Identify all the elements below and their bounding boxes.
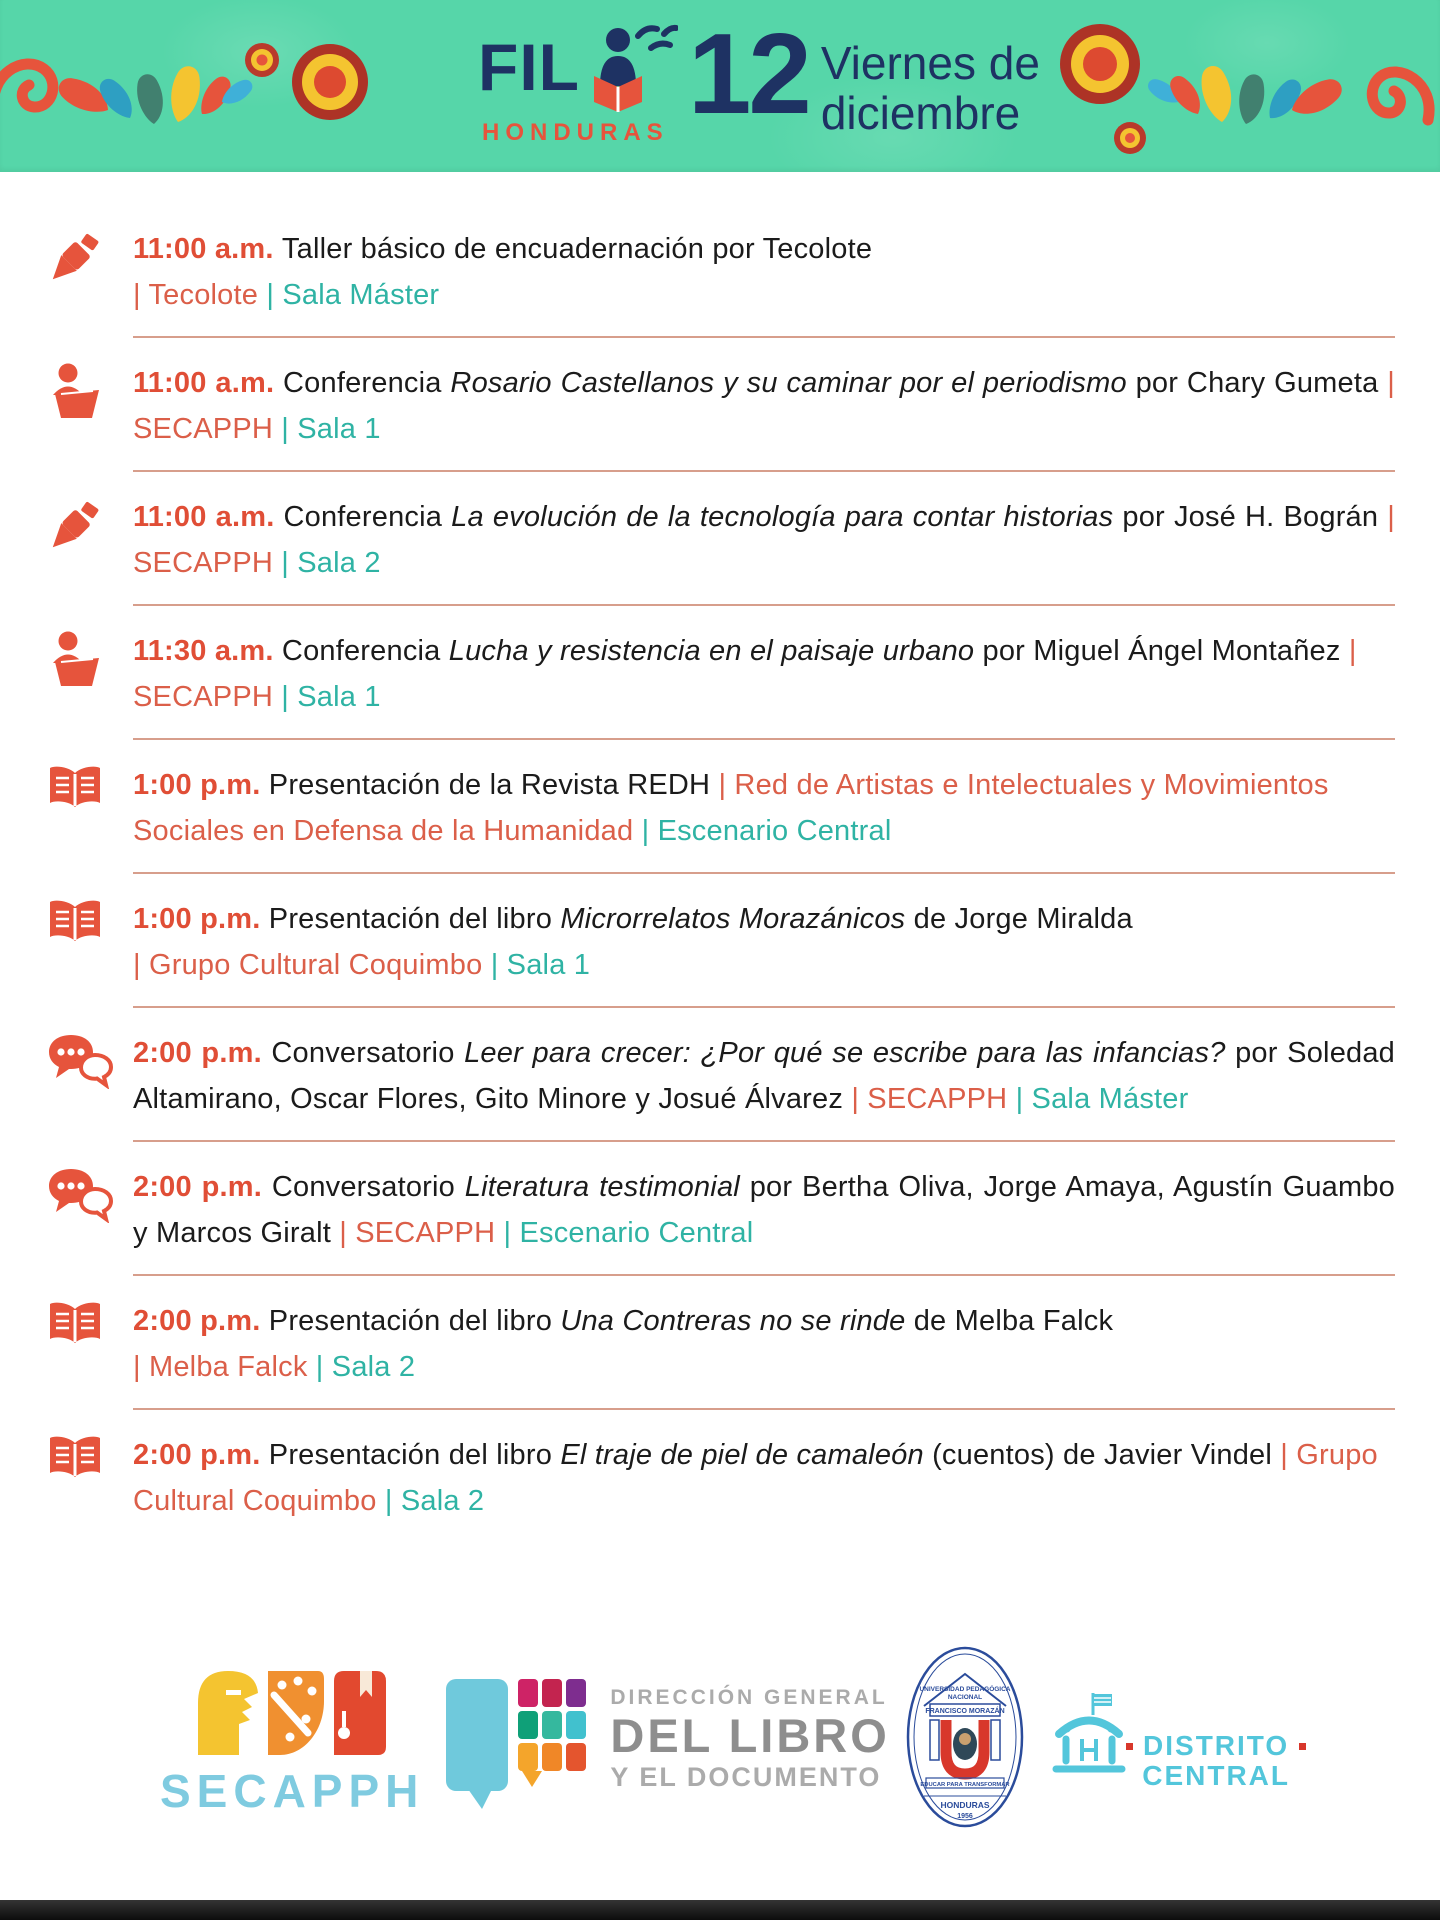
chat-icon — [45, 1030, 133, 1122]
event-description — [133, 1298, 1395, 1390]
event-description — [133, 628, 1395, 720]
event-segment-org: | Grupo Cultural Coquimbo — [133, 949, 491, 981]
divider — [133, 470, 1395, 472]
event-row — [45, 1432, 1395, 1524]
dgld-book-icon — [438, 1669, 590, 1811]
event-time: 11:00 a.m. — [133, 501, 284, 533]
event-row — [45, 762, 1395, 854]
secapph-logo-icon — [176, 1661, 408, 1757]
marker-icon — [45, 226, 133, 318]
divider — [133, 604, 1395, 606]
event-description — [133, 1164, 1395, 1256]
divider — [133, 1408, 1395, 1410]
secapph-label: SECAPPH — [160, 1765, 425, 1817]
svg-text:NACIONAL: NACIONAL — [947, 1694, 982, 1701]
event-segment-plain: por José H. Bográn — [1113, 501, 1388, 533]
events-list — [0, 172, 1440, 1524]
secapph-logo — [160, 1661, 424, 1818]
podium-icon — [45, 360, 133, 452]
date-block — [688, 11, 1040, 139]
dgld-line3: Y EL DOCUMENTO — [610, 1762, 882, 1792]
svg-text:HONDURAS: HONDURAS — [940, 1800, 990, 1810]
event-segment-plain: Taller básico de encuadernación por Tecolote — [281, 233, 873, 265]
ring-small-right-icon — [1114, 122, 1146, 154]
red-dot-icon — [1126, 1743, 1133, 1750]
event-segment-italic: La evolución de la tecnología para contar historias — [451, 501, 1114, 533]
event-segment-italic: Literatura testimonial — [464, 1171, 740, 1203]
event-segment-org: | Red de Artistas e Intelectuales y Movimientos Sociales en Defensa de la Humanidad — [133, 769, 1329, 847]
dgld-line2: DEL LIBRO — [610, 1709, 890, 1762]
fil-logo-icon — [478, 24, 678, 114]
swirl-right-icon — [1372, 72, 1429, 120]
date-line1: Viernes de — [820, 37, 1040, 89]
event-segment-plain: Presentación del libro — [268, 1439, 561, 1471]
event-segment-venue: | Sala 1 — [281, 413, 381, 445]
event-time: 1:00 p.m. — [133, 903, 269, 935]
event-segment-venue: | Sala 1 — [281, 681, 381, 713]
event-segment-venue: | Sala 2 — [384, 1485, 485, 1517]
event-segment-plain: por Soledad Altamirano, Oscar Flores, Gito Minore y Josué Álvarez — [133, 1037, 1396, 1115]
bottom-bar — [0, 1900, 1440, 1920]
upnfm-seal-icon — [904, 1644, 1026, 1830]
event-segment-plain: por Miguel Ángel Montañez — [974, 635, 1349, 667]
event-row — [45, 896, 1395, 988]
divider — [133, 336, 1395, 338]
event-row — [45, 628, 1395, 720]
event-segment-venue: | Sala 1 — [490, 949, 591, 981]
banner — [0, 0, 1440, 172]
event-time: 11:00 a.m. — [133, 367, 284, 399]
divider — [133, 1274, 1395, 1276]
event-row — [45, 360, 1395, 452]
podium-icon — [45, 628, 133, 720]
event-description — [133, 494, 1395, 586]
fil-logo-text: FIL — [478, 30, 580, 104]
event-segment-plain: (cuentos) de Javier Vindel — [923, 1439, 1281, 1471]
event-segment-plain: Conversatorio — [271, 1037, 465, 1069]
dgld-logo — [438, 1669, 889, 1811]
divider — [133, 1140, 1395, 1142]
event-segment-plain: Presentación del libro — [268, 903, 561, 935]
event-time: 11:30 a.m. — [133, 635, 282, 667]
event-description — [133, 226, 1395, 318]
fil-honduras-label: HONDURAS — [482, 119, 669, 146]
event-segment-plain: Conferencia — [283, 367, 451, 399]
ring-big-right-icon — [1060, 24, 1140, 104]
event-time: 2:00 p.m. — [133, 1171, 272, 1203]
drops-right-icon — [1145, 63, 1347, 126]
divider — [133, 738, 1395, 740]
event-segment-plain: Conversatorio — [271, 1171, 465, 1203]
event-segment-venue: | Sala 2 — [315, 1351, 416, 1383]
svg-text:1956: 1956 — [956, 1813, 973, 1820]
event-segment-org: | SECAPPH — [339, 1217, 504, 1249]
dgld-text — [610, 1686, 889, 1793]
event-description — [133, 896, 1395, 988]
event-description — [133, 1030, 1395, 1122]
date-line2: diciembre — [820, 87, 1021, 139]
swirl-left-icon — [0, 64, 53, 112]
event-segment-org: | Tecolote — [133, 279, 267, 311]
divider — [133, 872, 1395, 874]
event-segment-italic: Rosario Castellanos y su caminar por el periodismo — [450, 367, 1127, 399]
distrito-line2: CENTRAL — [1142, 1759, 1290, 1791]
event-row — [45, 1030, 1395, 1122]
distrito-central-logo — [1040, 1689, 1290, 1791]
date-text — [821, 14, 1040, 138]
event-row — [45, 494, 1395, 586]
distrito-gazebo-icon — [1040, 1689, 1138, 1785]
event-segment-plain: Presentación de la Revista REDH — [268, 769, 719, 801]
sponsor-logos — [0, 1644, 1440, 1835]
event-segment-venue: | Sala Máster — [266, 279, 440, 311]
divider — [133, 1006, 1395, 1008]
event-segment-venue: | Escenario Central — [641, 815, 892, 847]
svg-text:UNIVERSIDAD PEDAGÓGICA: UNIVERSIDAD PEDAGÓGICA — [919, 1686, 1011, 1693]
book-icon — [45, 762, 133, 854]
event-segment-org: | Grupo Cultural Coquimbo — [133, 1439, 1378, 1517]
event-segment-italic: Lucha y resistencia en el paisaje urbano — [448, 635, 975, 667]
svg-text:FRANCISCO MORAZÁN: FRANCISCO MORAZÁN — [925, 1708, 1005, 1715]
event-time: 2:00 p.m. — [133, 1037, 272, 1069]
upnfm-seal — [904, 1644, 1026, 1835]
event-segment-plain: por Bertha Oliva, Jorge Amaya, Agustín Guambo y Marcos Giralt — [133, 1171, 1396, 1249]
ring-small-left-icon — [245, 43, 279, 77]
event-description — [133, 360, 1395, 452]
distrito-line1: DISTRITO — [1143, 1729, 1290, 1761]
date-number: 12 — [688, 11, 809, 138]
event-segment-plain: Conferencia — [281, 635, 449, 667]
event-segment-plain: de Jorge Miralda — [905, 903, 1133, 935]
event-description — [133, 1432, 1395, 1524]
event-segment-venue: | Sala 2 — [281, 547, 381, 579]
event-segment-venue: | Sala Máster — [1015, 1083, 1189, 1115]
event-segment-org: | SECAPPH — [851, 1083, 1016, 1115]
event-row — [45, 1298, 1395, 1390]
dgld-line1: DIRECCIÓN GENERAL — [610, 1686, 888, 1709]
event-segment-plain: por Chary Gumeta — [1126, 367, 1388, 399]
event-segment-italic: Una Contreras no se rinde — [560, 1305, 906, 1337]
event-segment-italic: Leer para crecer: ¿Por qué se escribe para las infancias? — [464, 1037, 1226, 1069]
event-segment-org: | SECAPPH — [133, 367, 1395, 445]
event-segment-plain: Presentación del libro — [268, 1305, 561, 1337]
distrito-label — [1142, 1731, 1290, 1791]
book-icon — [45, 1298, 133, 1390]
chat-icon — [45, 1164, 133, 1256]
event-segment-venue: | Escenario Central — [503, 1217, 754, 1249]
event-segment-italic: El traje de piel de camaleón — [560, 1439, 924, 1471]
book-icon — [45, 1432, 133, 1524]
book-icon — [45, 896, 133, 988]
event-segment-plain: Conferencia — [283, 501, 452, 533]
ring-big-left-icon — [292, 44, 368, 120]
event-segment-italic: Microrrelatos Morazánicos — [560, 903, 906, 935]
red-dot-icon — [1299, 1743, 1306, 1750]
event-time: 2:00 p.m. — [133, 1439, 269, 1471]
event-time: 2:00 p.m. — [133, 1305, 269, 1337]
event-segment-plain: de Melba Falck — [905, 1305, 1114, 1337]
fil-honduras-logo — [478, 24, 678, 147]
svg-text:EDUCAR PARA TRANSFORMAR: EDUCAR PARA TRANSFORMAR — [920, 1782, 1010, 1788]
event-segment-org: | SECAPPH — [133, 501, 1395, 579]
event-time: 11:00 a.m. — [133, 233, 282, 265]
event-segment-org: | SECAPPH — [133, 635, 1357, 713]
event-row — [45, 1164, 1395, 1256]
event-time: 1:00 p.m. — [133, 769, 269, 801]
event-segment-org: | Melba Falck — [133, 1351, 316, 1383]
event-description — [133, 762, 1395, 854]
drops-left-icon — [54, 64, 256, 126]
event-row — [45, 226, 1395, 318]
marker-icon — [45, 494, 133, 586]
